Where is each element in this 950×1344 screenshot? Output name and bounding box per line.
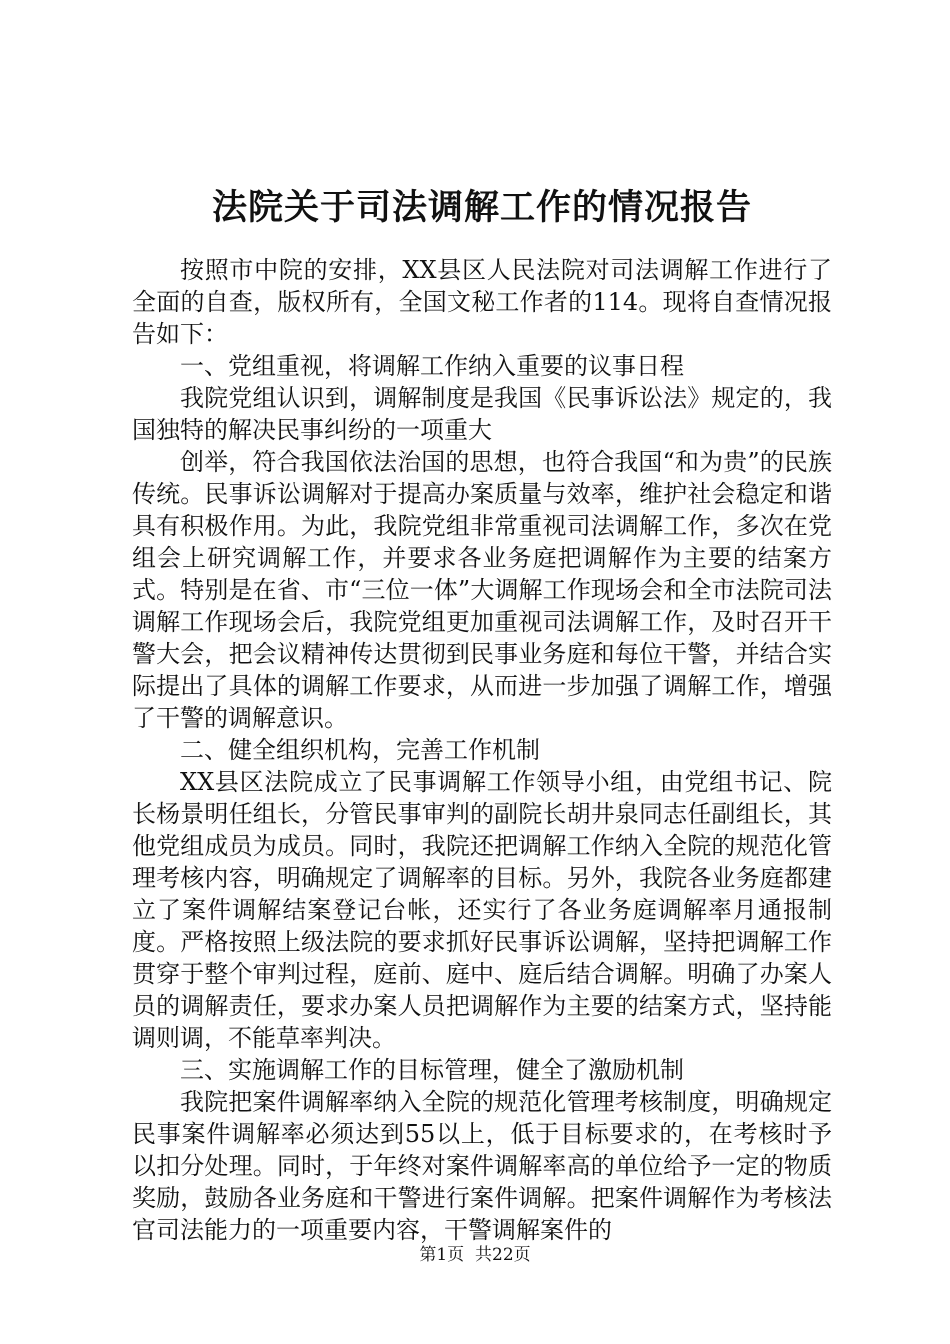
section-heading-2: 二、健全组织机构，完善工作机制 [180,736,540,764]
paragraph-section-3: 我院把案件调解率纳入全院的规范化管理考核制度，明确规定民事案件调解率必须达到55以上，低于目标要求的，在考核时予以扣分处理。同时，于年终对案件调解率高的单位给予一定的物质奖励，鼓励各业务庭和干警进行案件调解。把案件调解作为考核法官司法能力的一项重要内容，干警调解案件的 [132,1088,832,1244]
section-heading-1: 一、党组重视，将调解工作纳入重要的议事日程 [180,352,684,380]
page-total: 共22页 [475,1245,531,1265]
section-heading-3: 三、实施调解工作的目标管理，健全了激励机制 [180,1056,684,1084]
page-footer [0,1240,950,1265]
paragraph-section-1a: 我院党组认识到，调解制度是我国《民事诉讼法》规定的，我国独特的解决民事纠纷的一项重大 [132,384,832,444]
document-page [132,176,832,1246]
page-number: 第1页 [419,1245,465,1265]
paragraph-section-1b: 创举，符合我国依法治国的思想，也符合我国“和为贵”的民族传统。民事诉讼调解对于提高办案质量与效率，维护社会稳定和谐具有积极作用。为此，我院党组非常重视司法调解工作，多次在党组会上研究调解工作，并要求各业务庭把调解作为主要的结案方式。特别是在省、市“三位一体”大调解工作现场会和全市法院司法调解工作现场会后，我院党组更加重视司法调解工作，及时召开干警大会，把会议精神传达贯彻到民事业务庭和每位干警，并结合实际提出了具体的调解工作要求，从而进一步加强了调解工作，增强了干警的调解意识。 [132,448,832,732]
document-title: 法院关于司法调解工作的情况报告 [211,187,752,228]
document-body [132,254,832,1246]
paragraph-section-2: XX县区法院成立了民事调解工作领导小组，由党组书记、院长杨景明任组长，分管民事审判的副院长胡井泉同志任副组长，其他党组成员为成员。同时，我院还把调解工作纳入全院的规范化管理考核内容，明确规定了调解率的目标。另外，我院各业务庭都建立了案件调解结案登记台帐，还实行了各业务庭调解率月通报制度。严格按照上级法院的要求抓好民事诉讼调解，坚持把调解工作贯穿于整个审判过程，庭前、庭中、庭后结合调解。明确了办案人员的调解责任，要求办案人员把调解作为主要的结案方式，坚持能调则调，不能草率判决。 [132,768,832,1052]
paragraph-intro: 按照市中院的安排，XX县区人民法院对司法调解工作进行了全面的自查，版权所有，全国文秘工作者的114。现将自查情况报告如下： [132,256,832,348]
